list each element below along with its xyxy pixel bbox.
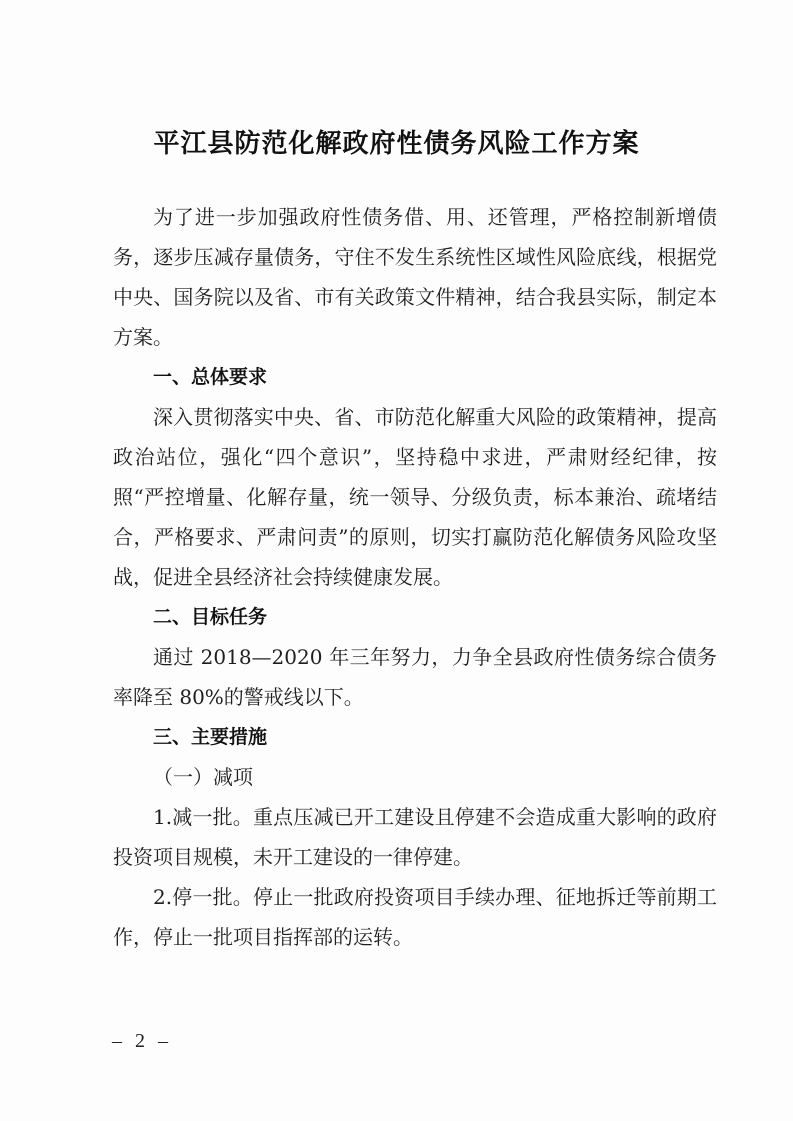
- section-3-heading: 三、主要措施: [153, 726, 268, 748]
- document-body: [113, 197, 717, 957]
- page-number: – 2 –: [112, 1030, 172, 1052]
- item-1-paragraph: 1.减一批。重点压减已开工建设且停建不会造成重大影响的政府投资项目规模，未开工建设的一律停建。: [113, 805, 717, 869]
- section-2-paragraph: 通过 2018—2020 年三年努力，力争全县政府性债务综合债务率降至 80%的警戒线以下。: [113, 645, 717, 709]
- intro-paragraph: 为了进一步加强政府性债务借、用、还管理，严格控制新增债务，逐步压减存量债务，守住不发生系统性区域性风险底线，根据党中央、国务院以及省、市有关政策文件精神，结合我县实际，制定本方案。: [113, 205, 717, 349]
- subsection-1-heading: （一）减项: [153, 765, 253, 789]
- item-2-paragraph: 2.停一批。停止一批政府投资项目手续办理、征地拆迁等前期工作，停止一批项目指挥部的运转。: [113, 885, 717, 949]
- document-title: 平江县防范化解政府性债务风险工作方案: [153, 129, 640, 159]
- section-1-paragraph: 深入贯彻落实中央、省、市防范化解重大风险的政策精神，提高政治站位，强化“四个意识”，坚持稳中求进，严肃财经纪律，按照“严控增量、化解存量，统一领导、分级负责，标本兼治、疏堵结合，严格要求、严肃问责”的原则，切实打赢防范化解债务风险攻坚战，促进全县经济社会持续健康发展。: [113, 405, 717, 589]
- section-1-heading: 一、总体要求: [153, 366, 268, 388]
- section-2-heading: 二、目标任务: [153, 606, 268, 628]
